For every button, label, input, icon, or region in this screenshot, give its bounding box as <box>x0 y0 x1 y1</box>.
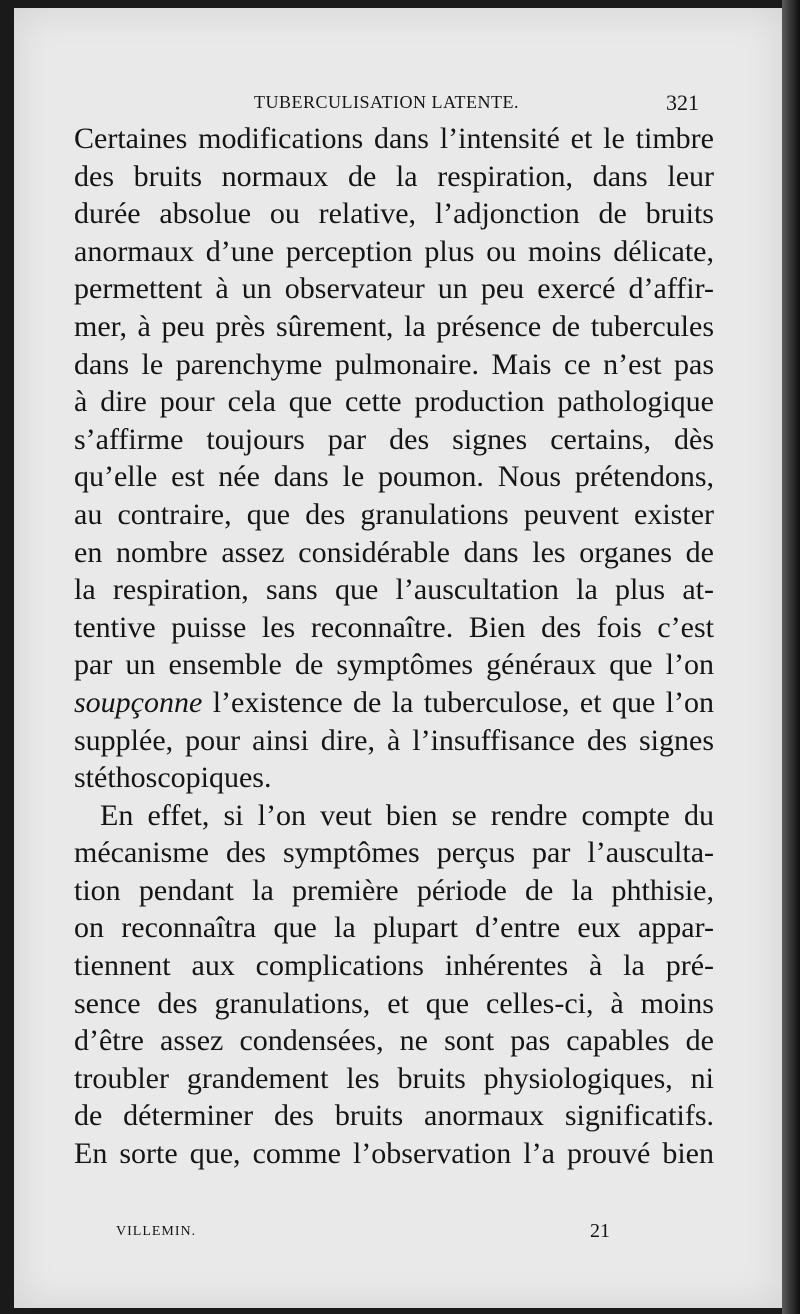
text-line: permettent à un observateur un peu exercé d’affir- <box>74 272 714 306</box>
text-line: stéthoscopiques. <box>74 761 272 795</box>
text-line: anormaux d’une perception plus ou moins délicate, <box>74 234 714 268</box>
running-head <box>14 88 782 118</box>
text-line: en nombre assez considérable dans les organes de <box>74 535 714 569</box>
text-line: qu’elle est née dans le poumon. Nous prétendons, <box>74 460 714 494</box>
text-line: dans le parenchyme pulmonaire. Mais ce n’est pas <box>74 347 714 381</box>
running-title: TUBERCULISATION LATENTE. <box>254 92 519 112</box>
book-page <box>14 8 782 1308</box>
text-line: En effet, si l’on veut bien se rendre compte du <box>100 798 714 832</box>
text-line: de déterminer des bruits anormaux significatifs. <box>74 1099 714 1133</box>
text-line: au contraire, que des granulations peuvent exister <box>74 497 714 531</box>
text-line: s’affirme toujours par des signes certains, dès <box>74 422 714 456</box>
text-line: tion pendant la première période de la phthisie, <box>74 873 714 907</box>
text-line: la respiration, sans que l’auscultation la plus at- <box>74 573 714 607</box>
text-line: sence des granulations, et que celles-ci, à moins <box>74 986 714 1020</box>
text-line: mécanisme des symptômes perçus par l’ausculta- <box>74 836 714 870</box>
signature-author: VILLEMIN. <box>116 1224 197 1239</box>
text-line: tiennent aux complications inhérentes à la pré- <box>74 949 714 983</box>
text-line: durée absolue ou relative, l’adjonction de bruits <box>74 197 714 231</box>
text-line: des bruits normaux de la respiration, dans leur <box>74 159 714 193</box>
signature-mark: 21 <box>590 1220 610 1242</box>
page-gutter-shadow <box>782 0 800 1314</box>
text-line: supplée, pour ainsi dire, à l’insuffisance des signes <box>74 723 714 757</box>
italic-word: soupçonne <box>74 685 203 719</box>
text-line: mer, à peu près sûrement, la présence de tubercules <box>74 309 714 343</box>
paragraph <box>74 120 714 797</box>
text-line: tentive puisse les reconnaître. Bien des fois c’est <box>74 610 714 644</box>
text-line: Certaines modifications dans l’intensité et le timbre <box>74 122 714 155</box>
text-fragment: l’existence de la tuberculose, et que l’on <box>202 685 714 719</box>
page-number: 321 <box>666 90 699 115</box>
text-line: par un ensemble de symptômes généraux que l’on <box>74 648 714 682</box>
body-text <box>74 120 714 1173</box>
page-footer <box>14 1220 782 1248</box>
text-line <box>74 684 714 722</box>
text-line: d’être assez condensées, ne sont pas capables de <box>74 1024 714 1058</box>
paragraph <box>74 797 714 1173</box>
text-line: troubler grandement les bruits physiologiques, ni <box>74 1061 714 1095</box>
text-line: on reconnaîtra que la plupart d’entre eux appar- <box>74 911 714 945</box>
text-line: En sorte que, comme l’observation l’a prouvé bien <box>74 1137 714 1171</box>
text-line: à dire pour cela que cette production pathologique <box>74 385 714 419</box>
